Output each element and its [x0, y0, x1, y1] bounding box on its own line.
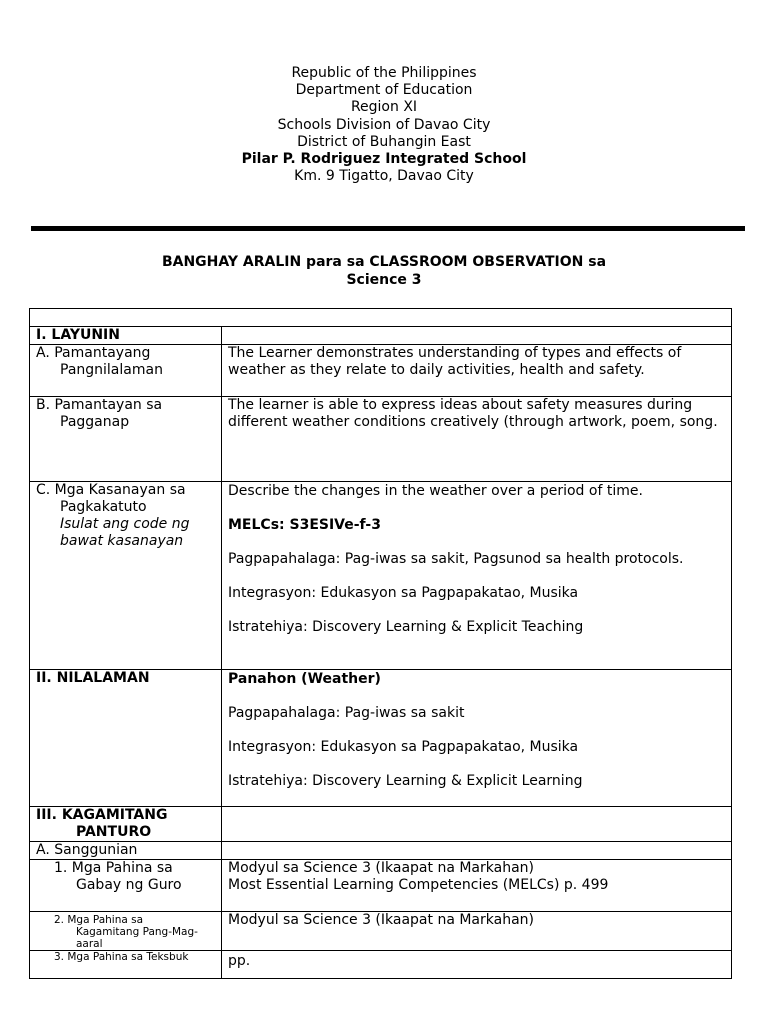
nilalaman-integrasyon: Integrasyon: Edukasyon sa Pagpapakatao, Musika — [228, 739, 579, 755]
guro-content — [222, 860, 732, 912]
document-header — [0, 65, 768, 185]
nilalaman-label: II. NILALAMAN — [30, 670, 222, 807]
layunin-label: I. LAYUNIN — [30, 327, 222, 345]
guro-label-line2: Gabay ng Guro — [76, 877, 182, 893]
kasanayan-integrasyon: Integrasyon: Edukasyon sa Pagpapakatao, Musika — [228, 585, 579, 601]
guro-text2: Most Essential Learning Competencies (MELCs) p. 499 — [228, 877, 609, 893]
table-row-gabay-guro — [30, 860, 732, 912]
kasanayan-describe: Describe the changes in the weather over a period of time. — [228, 483, 643, 499]
guro-label — [30, 860, 222, 912]
kasanayan-label — [30, 482, 222, 670]
document-title — [0, 253, 768, 289]
nilalaman-istratehiya: Istratehiya: Discovery Learning & Explicit Learning — [228, 773, 583, 789]
kagamitan-label — [30, 807, 222, 842]
kasanayan-melcs: MELCs: S3ESIVe-f-3 — [228, 517, 381, 533]
sanggunian-label: A. Sanggunian — [30, 842, 222, 860]
pagganap-text2: different weather conditions creatively (through artwork, poem, song. — [228, 414, 718, 430]
pamantayang-label-line2: Pangnilalaman — [60, 362, 163, 378]
kasanayan-pagpapahalaga: Pagpapahalaga: Pag-iwas sa sakit, Pagsunod sa health protocols. — [228, 551, 684, 567]
blank-cell — [30, 309, 732, 327]
sanggunian-content — [222, 842, 732, 860]
pamantayang-label-line1: A. Pamantayang — [36, 345, 151, 361]
magaaral-label — [30, 912, 222, 951]
pagganap-label-line2: Pagganap — [60, 414, 130, 430]
nilalaman-panahon: Panahon (Weather) — [228, 671, 381, 687]
header-school-name: Pilar P. Rodriguez Integrated School — [241, 151, 527, 168]
table-row-teksbuk — [30, 951, 732, 979]
header-division: Schools Division of Davao City — [277, 116, 491, 133]
nilalaman-content — [222, 670, 732, 807]
teksbuk-content: pp. — [222, 951, 732, 979]
table-row-layunin — [30, 327, 732, 345]
magaaral-label-line2: Kagamitang Pang-Mag- — [76, 926, 198, 938]
header-region: Region XI — [350, 99, 418, 116]
guro-text1: Modyul sa Science 3 (Ikaapat na Markahan) — [228, 860, 534, 876]
pagganap-text1: The learner is able to express ideas about safety measures during — [228, 397, 693, 413]
table-row-pamantayang-pangnilalaman — [30, 345, 732, 397]
kagamitan-label-line2: PANTURO — [76, 824, 152, 840]
table-row-kagamitan — [30, 807, 732, 842]
table-row-blank — [30, 309, 732, 327]
header-republic: Republic of the Philippines — [291, 65, 477, 81]
kasanayan-istratehiya: Istratehiya: Discovery Learning & Explicit Teaching — [228, 619, 584, 635]
pamantayang-content: The Learner demonstrates understanding of types and effects of weather as they relate to daily activities, health and safety. — [222, 345, 732, 397]
table-row-nilalaman — [30, 670, 732, 807]
pagganap-label — [30, 397, 222, 482]
nilalaman-pagpapahalaga: Pagpapahalaga: Pag-iwas sa sakit — [228, 705, 465, 721]
pamantayang-label — [30, 345, 222, 397]
header-address: Km. 9 Tigatto, Davao City — [294, 168, 474, 185]
magaaral-content: Modyul sa Science 3 (Ikaapat na Markahan) — [222, 912, 732, 951]
table-row-kagamitang-mag-aaral — [30, 912, 732, 951]
header-divider — [31, 226, 745, 231]
title-line2: Science 3 — [346, 272, 422, 288]
header-district: District of Buhangin East — [297, 133, 471, 150]
layunin-content — [222, 327, 732, 345]
kasanayan-label-line2: Pagkakatuto — [60, 499, 147, 515]
header-department: Department of Education — [295, 82, 473, 99]
teksbuk-label: 3. Mga Pahina sa Teksbuk — [30, 951, 222, 979]
table-row-sanggunian — [30, 842, 732, 860]
kasanayan-label-line3: Isulat ang code ng — [60, 516, 190, 532]
magaaral-label-line3: aaral — [76, 938, 103, 950]
pagganap-content — [222, 397, 732, 482]
kagamitan-content — [222, 807, 732, 842]
pagganap-label-line1: B. Pamantayan sa — [36, 397, 163, 413]
table-row-pamantayan-pagganap — [30, 397, 732, 482]
table-row-kasanayan — [30, 482, 732, 670]
kagamitan-label-line1: III. KAGAMITANG — [36, 807, 168, 823]
kasanayan-label-line1: C. Mga Kasanayan sa — [36, 482, 186, 498]
lesson-plan-table — [29, 308, 732, 979]
title-line1: BANGHAY ARALIN para sa CLASSROOM OBSERVATION sa — [161, 254, 607, 270]
kasanayan-content — [222, 482, 732, 670]
guro-label-line1: 1. Mga Pahina sa — [54, 860, 173, 876]
kasanayan-label-line4: bawat kasanayan — [60, 533, 184, 549]
magaaral-label-line1: 2. Mga Pahina sa — [54, 914, 144, 926]
